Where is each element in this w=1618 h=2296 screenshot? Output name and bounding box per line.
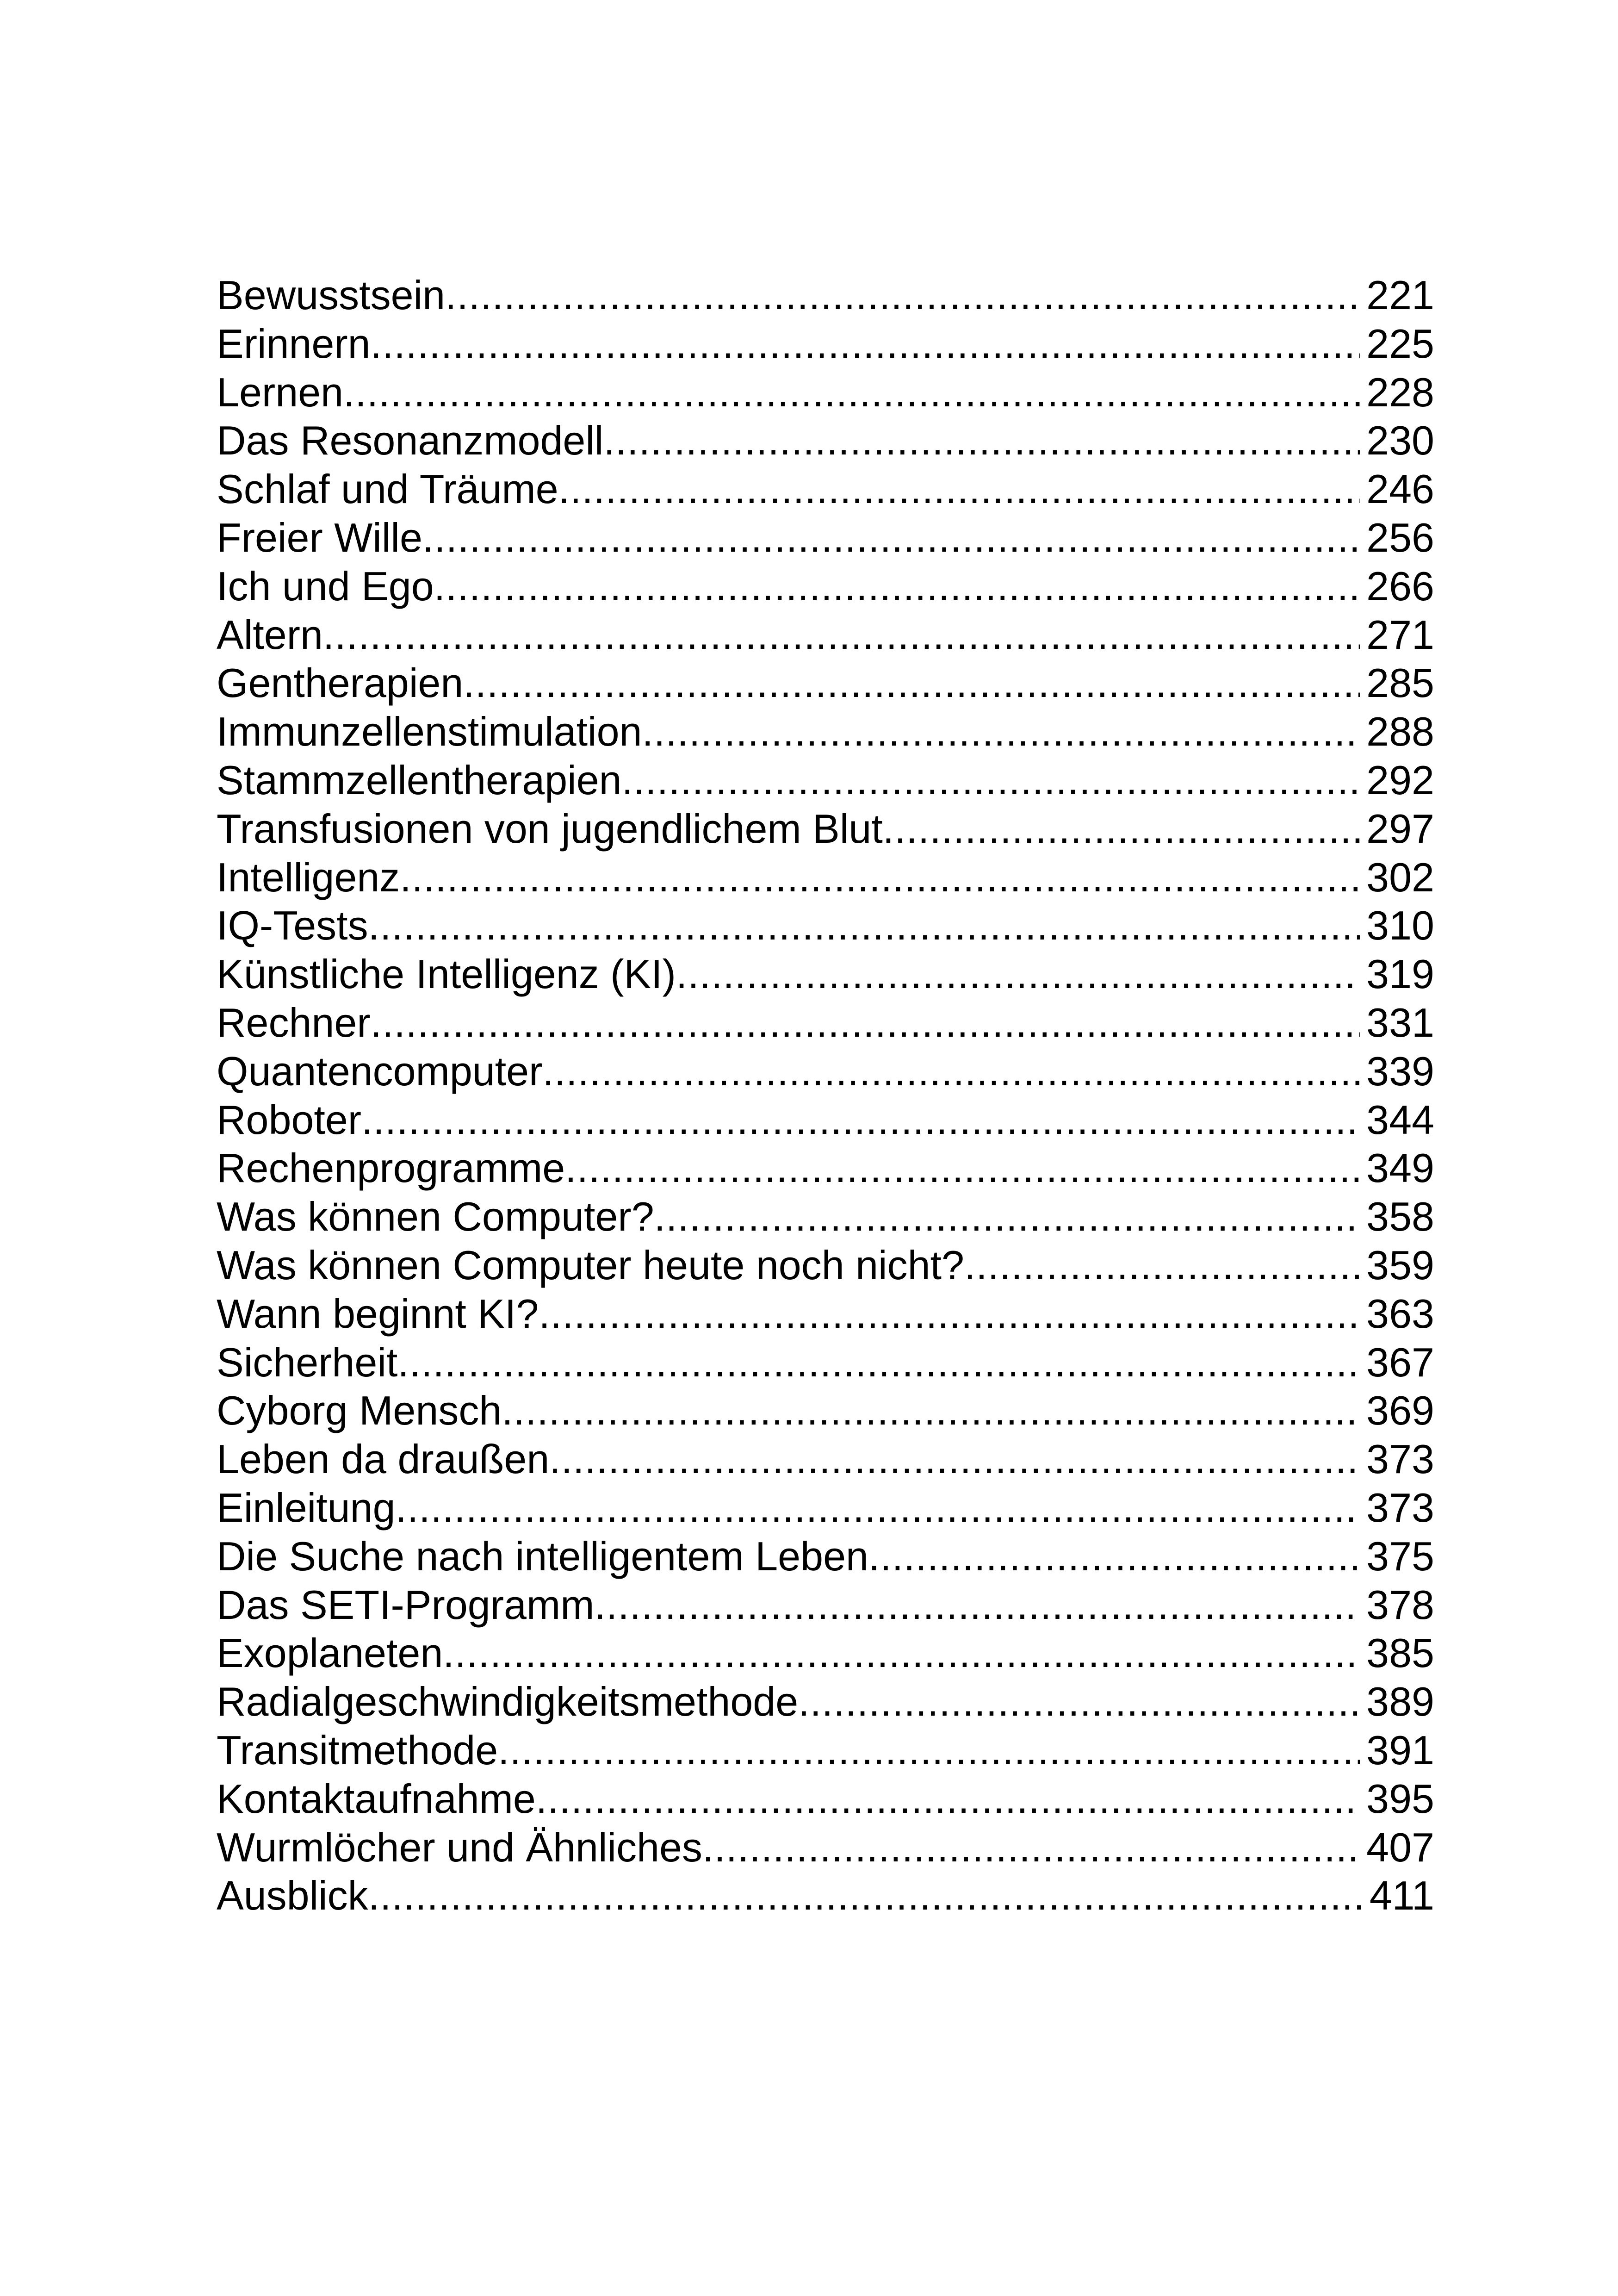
toc-dot-leader	[558, 465, 1360, 514]
toc-dot-leader	[595, 1581, 1360, 1630]
toc-entry-title: Was können Computer heute noch nicht?	[217, 1242, 964, 1288]
toc-entry[interactable]	[217, 1629, 1434, 1678]
toc-entry-page: 391	[1366, 1727, 1434, 1773]
toc-entry-page: 292	[1366, 757, 1434, 803]
toc-entry-title: Transfusionen von jugendlichem Blut	[217, 805, 883, 852]
toc-entry[interactable]	[217, 756, 1434, 805]
toc-entry-page: 349	[1366, 1145, 1434, 1191]
toc-entry[interactable]	[217, 1047, 1434, 1096]
toc-entry-title: Intelligenz	[217, 854, 400, 900]
toc-entry[interactable]	[217, 1193, 1434, 1241]
toc-entry-title: Was können Computer?	[217, 1194, 654, 1240]
toc-entry-page: 331	[1366, 999, 1434, 1045]
toc-dot-leader	[443, 1629, 1360, 1678]
toc-entry-title: Leben da draußen	[217, 1436, 550, 1482]
toc-entry[interactable]	[217, 1290, 1434, 1338]
toc-entry-title: Sicherheit	[217, 1339, 398, 1385]
toc-dot-leader	[539, 1290, 1360, 1338]
toc-dot-leader	[396, 1484, 1360, 1532]
toc-dot-leader	[549, 1435, 1360, 1484]
toc-dot-leader	[798, 1678, 1360, 1726]
toc-dot-leader	[702, 1823, 1360, 1872]
toc-entry-title: Wann beginnt KI?	[217, 1290, 539, 1337]
toc-entry[interactable]	[217, 465, 1434, 514]
toc-entry-page: 344	[1366, 1096, 1434, 1143]
toc-dot-leader	[565, 1144, 1360, 1193]
toc-entry-page: 385	[1366, 1630, 1434, 1676]
toc-entry-title: Gentherapien	[217, 660, 464, 706]
toc-dot-leader	[883, 805, 1360, 853]
toc-entry-title: Kontaktaufnahme	[217, 1775, 536, 1822]
toc-entry[interactable]	[217, 999, 1434, 1047]
toc-entry-page: 339	[1366, 1048, 1434, 1094]
table-of-contents	[217, 271, 1434, 1920]
toc-entry[interactable]	[217, 271, 1434, 320]
toc-dot-leader	[542, 1047, 1360, 1096]
toc-entry-title: Cyborg Mensch	[217, 1388, 502, 1434]
toc-entry-title: Rechenprogramme	[217, 1145, 565, 1191]
toc-entry-page: 395	[1366, 1775, 1434, 1822]
toc-dot-leader	[536, 1775, 1360, 1823]
toc-entry-page: 367	[1366, 1339, 1434, 1385]
toc-dot-leader	[368, 1872, 1363, 1920]
toc-dot-leader	[323, 611, 1360, 660]
toc-entry[interactable]	[217, 1775, 1434, 1823]
toc-entry[interactable]	[217, 1678, 1434, 1726]
toc-dot-leader	[368, 902, 1360, 950]
toc-entry-title: Schlaf und Träume	[217, 466, 558, 512]
toc-dot-leader	[676, 950, 1360, 999]
toc-entry[interactable]	[217, 1581, 1434, 1630]
toc-entry[interactable]	[217, 514, 1434, 562]
toc-entry-page: 407	[1366, 1824, 1434, 1870]
toc-entry[interactable]	[217, 562, 1434, 611]
toc-entry-page: 256	[1366, 514, 1434, 560]
toc-entry[interactable]	[217, 1484, 1434, 1532]
toc-entry[interactable]	[217, 1726, 1434, 1775]
toc-entry[interactable]	[217, 950, 1434, 999]
toc-entry-title: Erinnern	[217, 320, 371, 367]
toc-entry-page: 246	[1366, 466, 1434, 512]
toc-entry-title: Stammzellentherapien	[217, 757, 622, 803]
toc-entry-page: 411	[1369, 1873, 1434, 1919]
toc-entry-page: 389	[1366, 1679, 1434, 1725]
toc-dot-leader	[371, 999, 1360, 1047]
toc-entry[interactable]	[217, 659, 1434, 708]
toc-dot-leader	[422, 514, 1360, 562]
toc-entry-title: Wurmlöcher und Ähnliches	[217, 1824, 702, 1870]
toc-dot-leader	[371, 320, 1360, 368]
toc-dot-leader	[397, 1338, 1360, 1387]
toc-entry-page: 266	[1366, 563, 1434, 609]
toc-dot-leader	[400, 853, 1360, 902]
toc-entry-title: Rechner	[217, 999, 371, 1045]
toc-dot-leader	[868, 1532, 1360, 1581]
toc-entry-title: Radialgeschwindigkeitsmethode	[217, 1679, 799, 1725]
toc-entry[interactable]	[217, 1872, 1434, 1920]
toc-entry-title: Das SETI-Programm	[217, 1581, 595, 1628]
toc-dot-leader	[642, 708, 1360, 756]
toc-dot-leader	[361, 1096, 1360, 1145]
toc-dot-leader	[434, 562, 1360, 611]
toc-entry[interactable]	[217, 1338, 1434, 1387]
toc-entry-title: Transitmethode	[217, 1727, 498, 1773]
toc-entry[interactable]	[217, 1532, 1434, 1581]
toc-dot-leader	[603, 417, 1360, 465]
toc-entry-title: Das Resonanzmodell	[217, 417, 604, 464]
toc-entry-title: Immunzellenstimulation	[217, 709, 642, 755]
toc-entry-title: Künstliche Intelligenz (KI)	[217, 951, 676, 997]
toc-dot-leader	[498, 1726, 1360, 1775]
toc-entry-page: 288	[1366, 709, 1434, 755]
toc-entry[interactable]	[217, 417, 1434, 465]
toc-entry[interactable]	[217, 1823, 1434, 1872]
toc-entry-page: 363	[1366, 1290, 1434, 1337]
toc-entry-page: 225	[1366, 320, 1434, 367]
toc-entry[interactable]	[217, 320, 1434, 368]
toc-entry-title: Lernen	[217, 369, 344, 415]
toc-entry-title: Freier Wille	[217, 514, 422, 560]
toc-entry-title: Die Suche nach intelligentem Leben	[217, 1533, 868, 1579]
toc-entry-page: 375	[1366, 1533, 1434, 1579]
toc-dot-leader	[502, 1387, 1360, 1435]
toc-entry-page: 297	[1366, 805, 1434, 852]
toc-entry-page: 373	[1366, 1484, 1434, 1531]
toc-entry-page: 271	[1366, 611, 1434, 658]
toc-entry[interactable]	[217, 902, 1434, 950]
toc-dot-leader	[654, 1193, 1360, 1241]
toc-entry-page: 310	[1366, 902, 1434, 949]
toc-entry-page: 230	[1366, 417, 1434, 464]
toc-entry-page: 369	[1366, 1388, 1434, 1434]
toc-dot-leader	[622, 756, 1360, 805]
toc-entry-title: Ausblick	[217, 1873, 368, 1919]
toc-entry[interactable]	[217, 611, 1434, 660]
toc-dot-leader	[463, 659, 1360, 708]
toc-entry-title: Roboter	[217, 1096, 362, 1143]
toc-entry[interactable]	[217, 805, 1434, 853]
toc-entry-page: 358	[1366, 1194, 1434, 1240]
toc-entry-title: Bewusstsein	[217, 272, 446, 318]
toc-entry-title: IQ-Tests	[217, 902, 368, 949]
toc-entry-title: Ich und Ego	[217, 563, 434, 609]
toc-entry-page: 285	[1366, 660, 1434, 706]
toc-entry-page: 302	[1366, 854, 1434, 900]
toc-entry-page: 221	[1366, 272, 1434, 318]
toc-dot-leader	[445, 271, 1360, 320]
toc-entry-page: 228	[1366, 369, 1434, 415]
toc-entry-title: Quantencomputer	[217, 1048, 543, 1094]
toc-entry[interactable]	[217, 1144, 1434, 1193]
toc-entry[interactable]	[217, 853, 1434, 902]
toc-entry-page: 378	[1366, 1581, 1434, 1628]
toc-entry-page: 319	[1366, 951, 1434, 997]
toc-dot-leader	[343, 368, 1360, 417]
toc-entry[interactable]	[217, 1435, 1434, 1484]
toc-entry[interactable]	[217, 368, 1434, 417]
toc-entry-title: Altern	[217, 611, 323, 658]
toc-entry[interactable]	[217, 1241, 1434, 1290]
toc-entry-page: 359	[1366, 1242, 1434, 1288]
toc-entry-title: Einleitung	[217, 1484, 396, 1531]
toc-entry[interactable]	[217, 1387, 1434, 1435]
toc-entry[interactable]	[217, 708, 1434, 756]
toc-dot-leader	[964, 1241, 1360, 1290]
toc-entry-title: Exoplaneten	[217, 1630, 443, 1676]
toc-entry[interactable]	[217, 1096, 1434, 1145]
toc-entry-page: 373	[1366, 1436, 1434, 1482]
